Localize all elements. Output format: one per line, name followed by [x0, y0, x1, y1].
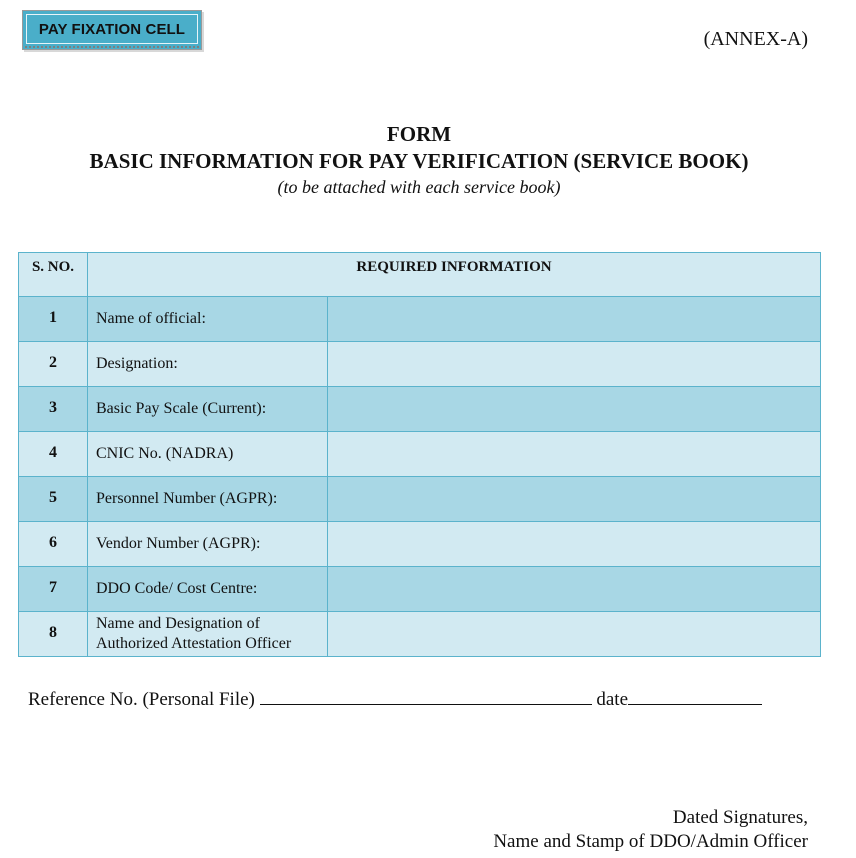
form-title: BASIC INFORMATION FOR PAY VERIFICATION (SERVICE BOOK)	[89, 149, 749, 173]
row-number: 4	[19, 432, 88, 477]
basic-pay-scale-field[interactable]	[328, 387, 821, 432]
table-row	[19, 522, 821, 567]
vendor-number-field[interactable]	[328, 522, 821, 567]
row-number: 8	[19, 612, 88, 657]
title-block	[0, 121, 838, 199]
table-row	[19, 342, 821, 387]
table-row	[19, 432, 821, 477]
signature-line-1: Dated Signatures,	[672, 807, 808, 828]
table-row	[19, 387, 821, 432]
cnic-number-field[interactable]	[328, 432, 821, 477]
row-label: DDO Code/ Cost Centre:	[88, 567, 328, 612]
date-label: date	[596, 689, 629, 710]
attestation-officer-field[interactable]	[328, 612, 821, 657]
reference-number-blank[interactable]	[260, 690, 592, 705]
row-number: 1	[19, 297, 88, 342]
badge-dotted-rule	[25, 46, 199, 48]
pay-fixation-cell-badge	[22, 10, 202, 50]
row-label: Designation:	[88, 342, 328, 387]
table-row	[19, 567, 821, 612]
reference-line	[28, 689, 762, 711]
annex-label: (ANNEX-A)	[703, 28, 808, 50]
badge-label: PAY FIXATION CELL	[38, 21, 186, 38]
row-number: 3	[19, 387, 88, 432]
row-label: Basic Pay Scale (Current):	[88, 387, 328, 432]
required-information-table	[18, 252, 821, 657]
ddo-code-field[interactable]	[328, 567, 821, 612]
row-label: CNIC No. (NADRA)	[88, 432, 328, 477]
form-heading: FORM	[386, 122, 452, 146]
row-number: 5	[19, 477, 88, 522]
table-header-row	[19, 253, 821, 297]
signature-line-2: Name and Stamp of DDO/Admin Officer	[493, 831, 808, 852]
row-label: Name and Designation of Authorized Attestation Officer	[88, 612, 328, 657]
form-subtitle: (to be attached with each service book)	[277, 177, 561, 197]
table-row	[19, 297, 821, 342]
row-label: Vendor Number (AGPR):	[88, 522, 328, 567]
name-of-official-field[interactable]	[328, 297, 821, 342]
sno-column-header: S. NO.	[19, 253, 88, 297]
date-blank[interactable]	[628, 690, 762, 705]
row-label: Personnel Number (AGPR):	[88, 477, 328, 522]
signature-block	[493, 806, 808, 854]
row-number: 6	[19, 522, 88, 567]
row-label: Name of official:	[88, 297, 328, 342]
required-info-column-header: REQUIRED INFORMATION	[88, 253, 821, 297]
row-number: 7	[19, 567, 88, 612]
designation-field[interactable]	[328, 342, 821, 387]
table-row	[19, 612, 821, 657]
reference-label: Reference No. (Personal File)	[28, 689, 255, 710]
row-number: 2	[19, 342, 88, 387]
personnel-number-field[interactable]	[328, 477, 821, 522]
table-row	[19, 477, 821, 522]
